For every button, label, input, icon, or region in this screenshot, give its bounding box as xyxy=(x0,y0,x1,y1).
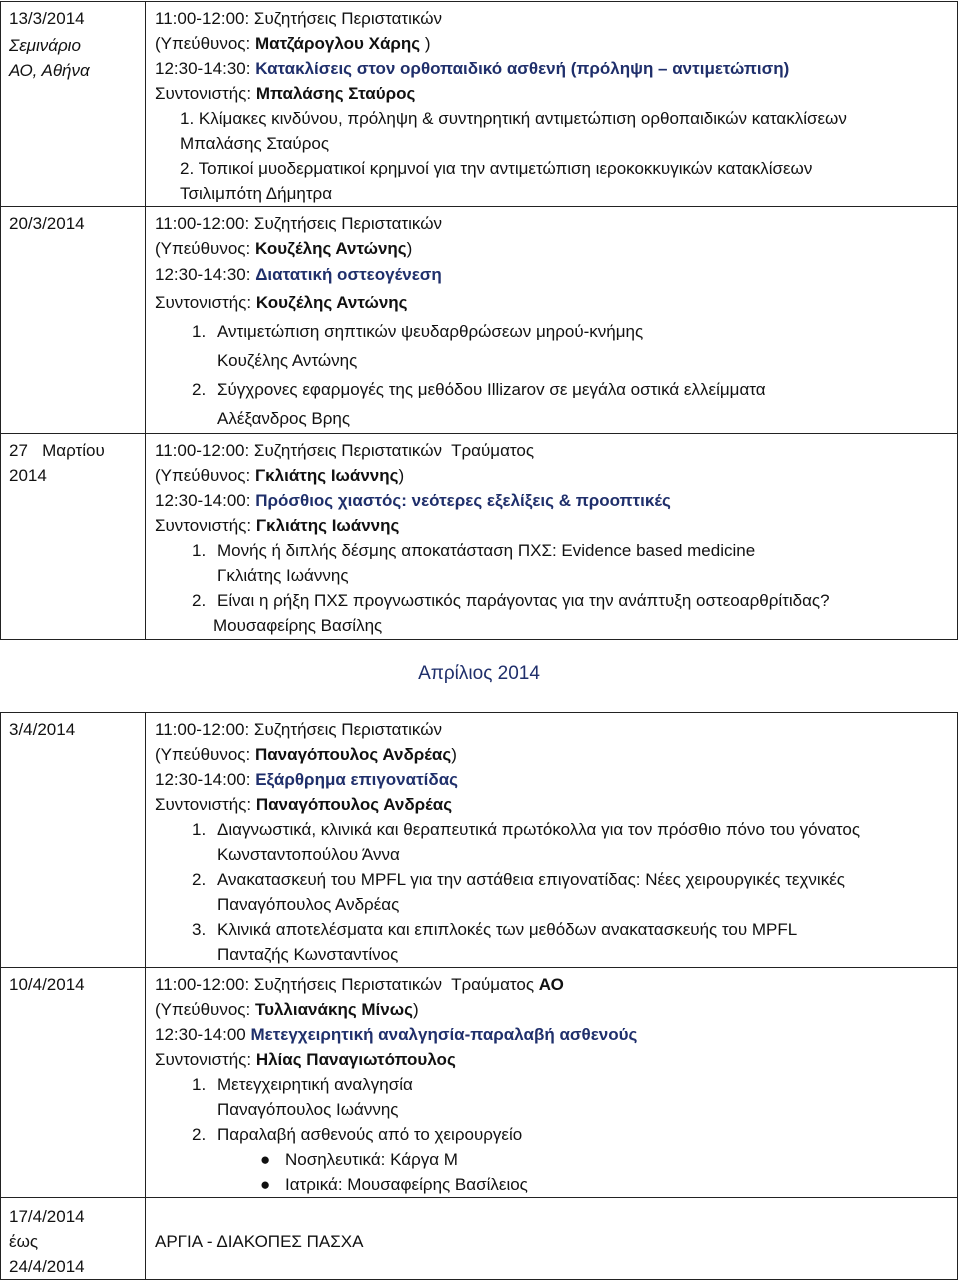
list-item: 2. Σύγχρονες εφαρμογές της μεθόδου Illizarov σε μεγάλα οστικά ελλείμματα xyxy=(192,380,766,399)
case-discussion-line: 11:00-12:00: Συζητήσεις Περιστατικών xyxy=(155,720,442,739)
speaker-name: Μουσαφείρης Βασίλης xyxy=(213,616,383,635)
april-schedule-table xyxy=(0,712,958,1280)
session-content xyxy=(146,207,958,434)
month-heading: Απρίλιος 2014 xyxy=(418,663,540,684)
date-cell xyxy=(1,207,146,434)
responsible-name: Τυλλιανάκης Μίνως xyxy=(254,1000,413,1019)
case-discussion-line: 11:00-12:00: Συζητήσεις Περιστατικών xyxy=(155,214,442,233)
topic-title: Διατατική οστεογένεση xyxy=(255,265,442,284)
speaker-name: Αλέξανδρος Βρης xyxy=(217,409,351,428)
speaker-name: Μπαλάσης Σταύρος xyxy=(180,134,330,153)
responsible-name: Γκλιάτης Ιωάννης xyxy=(254,466,399,485)
date-cell xyxy=(1,1198,146,1280)
topic-title: Κατακλίσεις στον ορθοπαιδικό ασθενή (πρόληψη – αντιμετώπιση) xyxy=(255,59,790,78)
responsible-line: (Υπεύθυνος: Τυλλιανάκης Μίνως) xyxy=(155,1000,419,1019)
topic-title: Πρόσθιος χιαστός: νεότερες εξελίξεις & προοπτικές xyxy=(255,491,671,510)
session-content xyxy=(146,2,958,207)
topic-line: 12:30-14:30: Κατακλίσεις στον ορθοπαιδικό ασθενή (πρόληψη – αντιμετώπιση) xyxy=(155,59,790,78)
topic-line: 12:30-14:00: Πρόσθιος χιαστός: νεότερες εξελίξεις & προοπτικές xyxy=(155,491,671,510)
responsible-line: (Υπεύθυνος: Παναγόπουλος Ανδρέας) xyxy=(155,745,457,764)
coordinator-line: Συντονιστής: Παναγόπουλος Ανδρέας xyxy=(155,795,453,814)
session-date: 10/4/2014 xyxy=(9,975,85,994)
speaker-name: Παναγόπουλος Ανδρέας xyxy=(217,895,400,914)
responsible-line: (Υπεύθυνος: Κουζέλης Αντώνης) xyxy=(155,239,413,258)
coordinator-name: Ηλίας Παναγιωτόπουλος xyxy=(255,1050,456,1069)
list-item: 1. Μετεγχειρητική αναλγησία xyxy=(192,1075,413,1094)
bullet-item: ● Νοσηλευτικά: Κάργα Μ xyxy=(155,1147,949,1172)
date-cell xyxy=(1,434,146,640)
session-content xyxy=(146,968,958,1198)
list-item: 1. Κλίμακες κινδύνου, πρόληψη & συντηρητική αντιμετώπιση ορθοπαιδικών κατακλίσεων xyxy=(180,109,847,128)
coordinator-name: Γκλιάτης Ιωάννης xyxy=(255,516,400,535)
table-row xyxy=(1,2,958,207)
case-discussion-line: 11:00-12:00: Συζητήσεις Περιστατικών Τραύματος ΑΟ xyxy=(155,975,564,994)
session-place: ΑΟ, Αθήνα xyxy=(9,61,90,80)
topic-title: Εξάρθρημα επιγονατίδας xyxy=(255,770,458,789)
speaker-name: Κουζέλης Αντώνης xyxy=(217,351,358,370)
date-cell xyxy=(1,713,146,968)
responsible-line: (Υπεύθυνος: Γκλιάτης Ιωάννης) xyxy=(155,466,405,485)
responsible-line: (Υπεύθυνος: Ματζάρογλου Χάρης ) xyxy=(155,34,431,53)
topic-title: Μετεγχειρητική αναλγησία-παραλαβή ασθενούς xyxy=(250,1025,638,1044)
list-item: 3. Κλινικά αποτελέσματα και επιπλοκές των μεθόδων ανακατασκευής του MPFL xyxy=(192,920,798,939)
coordinator-line: Συντονιστής: Γκλιάτης Ιωάννης xyxy=(155,516,400,535)
bullet-icon: ● xyxy=(260,1175,271,1194)
session-date: 13/3/2014 xyxy=(9,9,85,28)
session-place: Σεμινάριο xyxy=(9,36,81,55)
speaker-name: Παναγόπουλος Ιωάννης xyxy=(217,1100,399,1119)
topic-line: 12:30-14:00 Μετεγχειρητική αναλγησία-παραλαβή ασθενούς xyxy=(155,1025,638,1044)
date-cell xyxy=(1,2,146,207)
topic-line: 12:30-14:30: Διατατική οστεογένεση xyxy=(155,265,442,284)
list-item: 1. Διαγνωστικά, κλινικά και θεραπευτικά πρωτόκολλα για τον πρόσθιο πόνο του γόνατος xyxy=(192,820,861,839)
session-date: 17/4/2014 xyxy=(9,1207,85,1226)
coordinator-name: Μπαλάσης Σταύρος xyxy=(255,84,416,103)
session-content xyxy=(146,713,958,968)
coordinator-name: Παναγόπουλος Ανδρέας xyxy=(255,795,453,814)
topic-line: 12:30-14:00: Εξάρθρημα επιγονατίδας xyxy=(155,770,458,789)
table-row xyxy=(1,713,958,968)
session-date: έως xyxy=(9,1232,39,1251)
list-item: 2. Τοπικοί μυοδερματικοί κρημνοί για την αντιμετώπιση ιεροκοκκυγικών κατακλίσεων xyxy=(180,159,813,178)
speaker-name: Κωνσταντοπούλου Άννα xyxy=(217,845,400,864)
date-cell xyxy=(1,968,146,1198)
case-discussion-line: 11:00-12:00: Συζητήσεις Περιστατικών xyxy=(155,9,442,28)
table-row xyxy=(1,434,958,640)
speaker-name: Τσιλιμπότη Δήμητρα xyxy=(180,184,333,203)
session-date: 20/3/2014 xyxy=(9,214,85,233)
session-date: 3/4/2014 xyxy=(9,720,76,739)
list-item: 2. Είναι η ρήξη ΠΧΣ προγνωστικός παράγοντας για την ανάπτυξη οστεοαρθρίτιδας? xyxy=(192,591,830,610)
coordinator-name: Κουζέλης Αντώνης xyxy=(255,293,408,312)
coordinator-line: Συντονιστής: Ηλίας Παναγιωτόπουλος xyxy=(155,1050,456,1069)
holiday-note: ΑΡΓΙΑ - ΔΙΑΚΟΠΕΣ ΠΑΣΧΑ xyxy=(155,1232,364,1251)
table-row xyxy=(1,1198,958,1280)
list-item: 1. Αντιμετώπιση σηπτικών ψευδαρθρώσεων μηρού-κνήμης xyxy=(192,322,644,341)
table-row xyxy=(1,207,958,434)
responsible-name: Κουζέλης Αντώνης xyxy=(254,239,407,258)
table-row xyxy=(1,968,958,1198)
responsible-name: Ματζάρογλου Χάρης xyxy=(254,34,421,53)
march-schedule-table xyxy=(0,1,958,640)
bullet-icon: ● xyxy=(260,1150,271,1169)
responsible-name: Παναγόπουλος Ανδρέας xyxy=(254,745,452,764)
list-item: 1. Μονής ή διπλής δέσμης αποκατάσταση ΠΧΣ: Evidence based medicine xyxy=(192,541,756,560)
coordinator-line: Συντονιστής: Κουζέλης Αντώνης xyxy=(155,293,408,312)
coordinator-line: Συντονιστής: Μπαλάσης Σταύρος xyxy=(155,84,416,103)
case-discussion-line: 11:00-12:00: Συζητήσεις Περιστατικών Τραύματος xyxy=(155,441,535,460)
session-date: 27 Μαρτίου xyxy=(9,441,105,460)
speaker-name: Γκλιάτης Ιωάννης xyxy=(217,566,349,585)
list-item: 2. Ανακατασκευή του MPFL για την αστάθεια επιγονατίδας: Νέες χειρουργικές τεχνικές xyxy=(192,870,845,889)
list-item: 2. Παραλαβή ασθενούς από το χειρουργείο xyxy=(192,1125,523,1144)
speaker-name: Πανταζής Κωνσταντίνος xyxy=(217,945,399,964)
bullet-item: ● Ιατρικά: Μουσαφείρης Βασίλειος xyxy=(155,1172,949,1197)
session-date: 24/4/2014 xyxy=(9,1257,85,1276)
session-content xyxy=(146,1198,958,1280)
session-content xyxy=(146,434,958,640)
session-date: 2014 xyxy=(9,466,47,485)
